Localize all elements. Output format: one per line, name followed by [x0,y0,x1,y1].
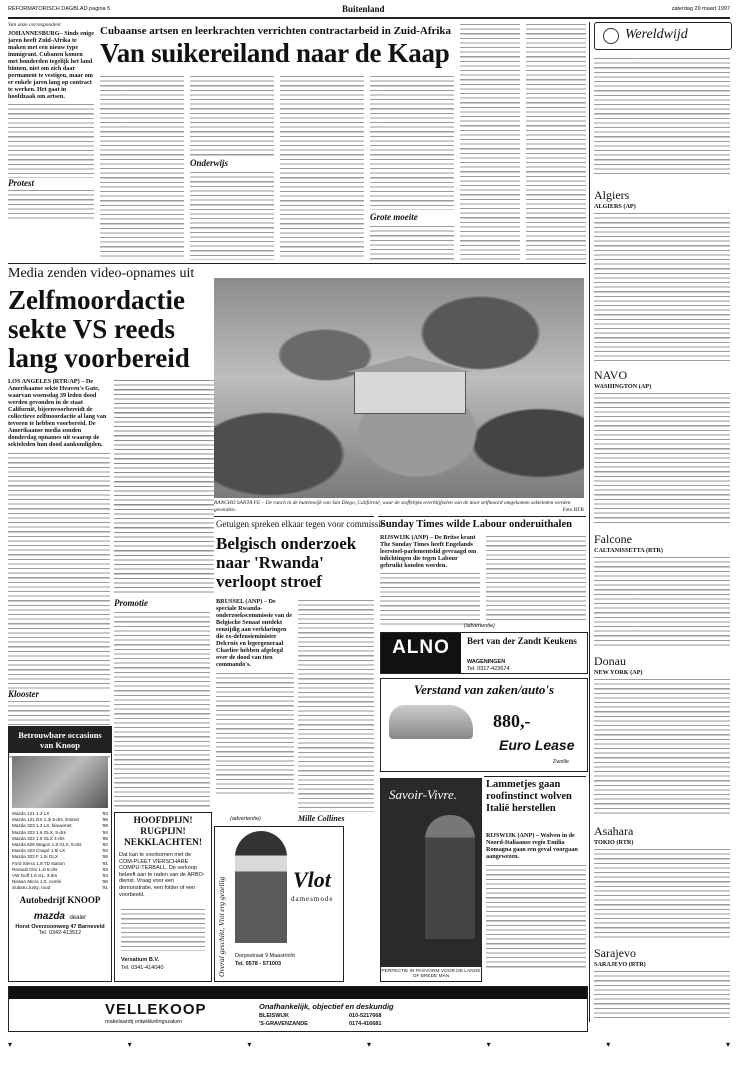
vellekoop-logo: VELLEKOOP [105,1001,207,1018]
eurolease-logo: Euro Lease [499,737,575,753]
page-header [8,4,730,18]
occasion-model: VW Golf 1.6 GL, 3-drs [12,873,58,879]
zelfmoord-dateline: LOS ANGELES (RTR/AP) [8,378,80,385]
wereld-dateline-navo: WASHINGTON (AP) [594,383,652,390]
rwanda-body [216,598,294,795]
labour-ad-label: (advertentie) [464,623,495,629]
lammetjes-dateline: RIJSWIJK (ANP) [486,832,535,839]
occasion-year: '96 [102,817,108,823]
wereld-dateline-asahara: TOKIO (RTR) [594,839,634,846]
occasion-year: '93 [102,866,108,872]
betrouwbare-image [12,756,108,808]
cuba-byline: Van onze correspondent [8,22,61,28]
occasion-model: Mazda 323 1.3 LX, blauwmet. [12,823,73,829]
occasion-model: Mazda 323 Coupé 1.5i LX [12,848,66,854]
occasion-row [9,885,111,891]
verstand-car-image [389,705,473,739]
occasion-year: '92 [102,842,108,848]
wereldwijd-title: Wereldwijd [625,27,688,42]
alno-phone: Tel. 0317-423674 [467,666,510,672]
occasion-year: '91 [102,885,108,891]
labour-body [380,534,480,627]
cuba-subhead-protest: Protest [8,178,34,188]
cuba-col-2 [100,74,184,260]
labour-col-2 [486,534,586,620]
vellekoop-place-1: BLEISWIJK [259,1013,289,1019]
wereld-dateline-falcone: CALTANISSETTA (RTR) [594,547,663,554]
hoofdpijn-title: HOOFDPIJN! RUGPIJN! NEKKLACHTEN! [123,816,203,848]
header-rule [8,17,730,19]
cuba-intro-column [8,22,94,260]
lammetjes-body [486,832,586,971]
cuba-article [8,22,586,260]
cuba-subhead-onderwijs: Onderwijs [190,158,229,168]
lammetjes-lead: – Wolven in de Noord-Italiaanse regio Emilia Romagna gaan een geval voorgaan aangewezen. [486,832,578,860]
occasion-model: Mazda 323 1.6 GLX 4-drs [12,835,65,841]
vlot-logo: Vlot [293,867,331,892]
rwanda-col-2 [298,598,374,812]
zelfmoord-subhead-klooster: Klooster [8,689,40,699]
vlot-phone: Tel. 0578 - 571003 [235,961,282,967]
registration-mark: ▾ [486,1040,491,1049]
occasion-year: '93 [102,811,108,816]
zelfmoord-photo-caption [214,500,584,513]
betrouwbare-title: Betrouwbare occasions van Knoop [9,727,111,753]
lammetjes-headline: Lammetjes gaan roofinstinct wolven Italië herstellen [486,779,572,814]
photo-credit: Foto RTR [562,506,584,513]
ad-hoofdpijn[interactable] [114,812,212,982]
registration-mark: ▾ [8,1040,13,1049]
vellekoop-phone-2: 0174-416681 [349,1021,382,1027]
occasion-year: '89 [102,823,108,829]
cuba-dateline: JOHANNESBURG [8,30,60,37]
vlot-vertical-slogan: Overal geschikt, Vlot erg gezellig [217,876,226,977]
vlot-address: Dorpsstraat 9 Maastricht [235,953,295,959]
vellekoop-subtitle: makelaardij ontwikkelingszaken [105,1019,183,1025]
cuba-col-6 [460,22,520,260]
zelfmoord-headline: Zelfmoordactie sekte VS reeds lang voorbereid [8,285,190,373]
registration-mark: ▾ [127,1040,132,1049]
occasion-list [9,811,111,892]
zelfmoord-lead: – De Amerikaanse sekte Heaven's Gate, waarvan woensdag 39 leden dood werden gevonden in de staat Californië, bijeenvoorbereidt de collectieve zelfmoordactie al lang van tevoren te hebben voorbereid. De Amerikaanse media zonden donderdag opnames uit waarop de sekteleden hun dood aankondigden. [8,378,107,448]
occasion-year: '94 [102,848,108,854]
occasion-year: '91 [102,860,108,866]
zelfmoord-col-2b [114,378,210,596]
cuba-col-3 [190,74,274,156]
wereld-item-navo: NAVO [594,368,628,382]
wereld-item-donau: Donau [594,654,626,668]
wereldwijd-divider [589,22,590,1022]
section-title: Buitenland [342,4,385,14]
rwanda-subhead-mille: Mille Collines [298,814,345,823]
photo-house [354,370,466,414]
alno-sub: Bert van der Zandt Keukens [467,636,577,646]
verstand-title: Verstand van zaken/auto's [413,682,555,697]
registration-mark: ▾ [247,1040,252,1049]
zelfmoord-kicker: Media zenden video-opnames uit [8,266,195,281]
vellekoop-phone-1: 010-5217668 [349,1013,382,1019]
occasion-model: Subaru Justy, rood [12,885,51,891]
ad-savoir-vivre[interactable] [380,778,482,982]
occasion-model: Renault Clio 1.4i 5-drs [12,866,58,872]
cuba-col-5 [370,74,454,210]
rwanda-kicker: Getuigen spreken elkaar tegen voor commissie [216,519,385,529]
wereldwijd-banner [594,22,732,50]
occasion-year: '96 [102,879,108,885]
labour-dateline: RIJSWIJK (ANP) [380,534,429,541]
registration-mark: ▾ [725,1040,730,1049]
zelfmoord-photo [214,278,584,498]
wereldwijd-column [594,22,730,1022]
rwanda-dateline: BRUSSEL (ANP) [216,598,263,605]
page-footer-marks [8,1040,730,1060]
cuba-col-7 [526,22,586,260]
cuba-col-4 [280,74,364,260]
wereld-item-sarajevo: Sarajevo [594,946,636,960]
zelfmoord-subhead-promotie: Promotie [114,598,148,608]
verstand-price: 880,- [493,711,531,731]
occasion-model: Mazda 121 DX 1.3i 5-drs, limited [12,817,79,823]
ad-alno[interactable] [380,632,588,674]
alno-logo-block [381,633,461,673]
occasion-model: Mazda 626 Wagon 1.8 GLX, 5-drs [12,842,82,848]
hoofdpijn-company: Versatium B.V. [121,957,160,963]
registration-mark: ▾ [606,1040,611,1049]
cuba-lead: – Sinds enige jaren heeft Zuid-Afrika te maken met een nieuw type immigrant. Cubanen komen met honderden tegelijk het land binnen, niet om zich daar permanent te vestigen, maar om er enkele jaren lang op contract te werken. Het gaat in hoofdzaak om artsen. [8,30,94,100]
registration-mark: ▾ [366,1040,371,1049]
alno-place: WAGENINGEN [467,659,506,665]
hoofdpijn-phone: Tel. 0341-414040 [121,965,164,971]
betrouwbare-brand [9,906,111,924]
cuba-subhead-grote-moeite: Grote moeite [370,212,418,222]
zelfmoord-lead-block [8,378,110,761]
savoir-footer: PERFECTIE IN PASVORM VOOR DE LANGE OF BREDE MAN [381,969,481,979]
occasion-model: Nissan Micra 1.0, combi [12,879,62,885]
labour-lead: – De Britse krant The Sunday Times heeft Engelands leerstoel-parlementslid gevraagd om inlichtingen die tegen Labour gebruikt konden worden. [380,534,477,569]
betrouwbare-phone: Tel. 0342-413512 [38,929,82,936]
wereld-item-asahara: Asahara [594,824,634,838]
occasion-year: '93 [102,873,108,879]
rwanda-headline: Belgisch onderzoek naar 'Rwanda' verloopt stroef [216,534,357,591]
wereld-dateline-donau: NEW YORK (AP) [594,669,643,676]
dealer-label: dealer [69,914,87,921]
photo-caption-text: RANCHO SANTA FE – De ranch in de buitenwijk van San Diego, Californië, waar de stoffelijke overblijfselen van de door zelfmoord omgekomen sekteleden werden gevonden. [214,500,571,513]
occasion-year: '95 [102,835,108,841]
footer-banner[interactable] [8,986,588,1032]
betrouwbare-address: Horst Overzoomweg 47 Barneveld [15,923,105,930]
occasion-model: Mazda 323 F 1.5i GLX [12,854,58,860]
vlot-tagline: damesmode [291,895,334,903]
paper-name: REFORMATORISCH DAGBLAD pagina 5 [8,6,111,12]
wereld-dateline-sarajevo: SARAJEVO (RTR) [594,961,646,968]
betrouwbare-dealer-name: Autobedrijf KNOOP [19,894,101,905]
vlot-model-photo [235,831,287,943]
occasion-model: Mazda 323 1.6 GLX, 5-drs [12,829,66,835]
mazda-logo: mazda [33,910,65,922]
vellekoop-place-2: 'S-GRAVENZANDE [259,1021,308,1027]
wereld-dateline-algiers: ALGIERS (AP) [594,203,636,210]
cuba-kicker: Cubaanse artsen en leerkrachten verrichten contractarbeid in Zuid-Afrika [100,25,452,37]
vellekoop-tagline: Onafhankelijk, objectief en deskundig [259,1002,394,1011]
occasion-year: '95 [102,854,108,860]
savoir-title: Savoir-Vivre. [389,787,457,802]
hoofdpijn-text: Dat kan te voorkomen met de COM-PLEET VIERSCHARE COMPU-TERBALL. De verkoop beleeft aan te raden van de ARBO-dienst. Vraag voor een demonstratie, een folder of een voorbeeld. [119,852,205,898]
occasion-model: Ford Sierra 1.8 TD station [12,860,65,866]
ad-vlot[interactable] [214,826,344,982]
wereld-item-falcone: Falcone [594,532,632,546]
wereld-item-algiers: Algiers [594,188,630,202]
cuba-headline: Van suikereiland naar de Kaap [100,38,450,68]
eurolease-slogan: Zwolle [553,759,569,765]
savoir-model-photo [425,815,475,939]
occasion-model: Mazda 121 1.3 LX [12,811,50,816]
occasion-year: '94 [102,829,108,835]
ad-betrouwbare-occasions[interactable] [8,726,112,982]
rwanda-lead: – De speciale Rwanda-onderzoekscommissie van de Belgische Senaat ontdekt eenzijdig aan verklaringen die ex-defensieminister Delcroix en legergeneraal Charlier hebben afgelegd over de dood van tien commando's. [216,598,292,668]
globe-icon [603,28,619,44]
alno-logo: ALNO [392,637,450,658]
ad-verstand-van-zaken[interactable] [380,678,588,772]
issue-date: zaterdag 29 maart 1997 [671,6,730,12]
labour-headline: Sunday Times wilde Labour onderuithalen [380,519,572,530]
rwanda-ad-label: (advertentie) [230,816,261,822]
